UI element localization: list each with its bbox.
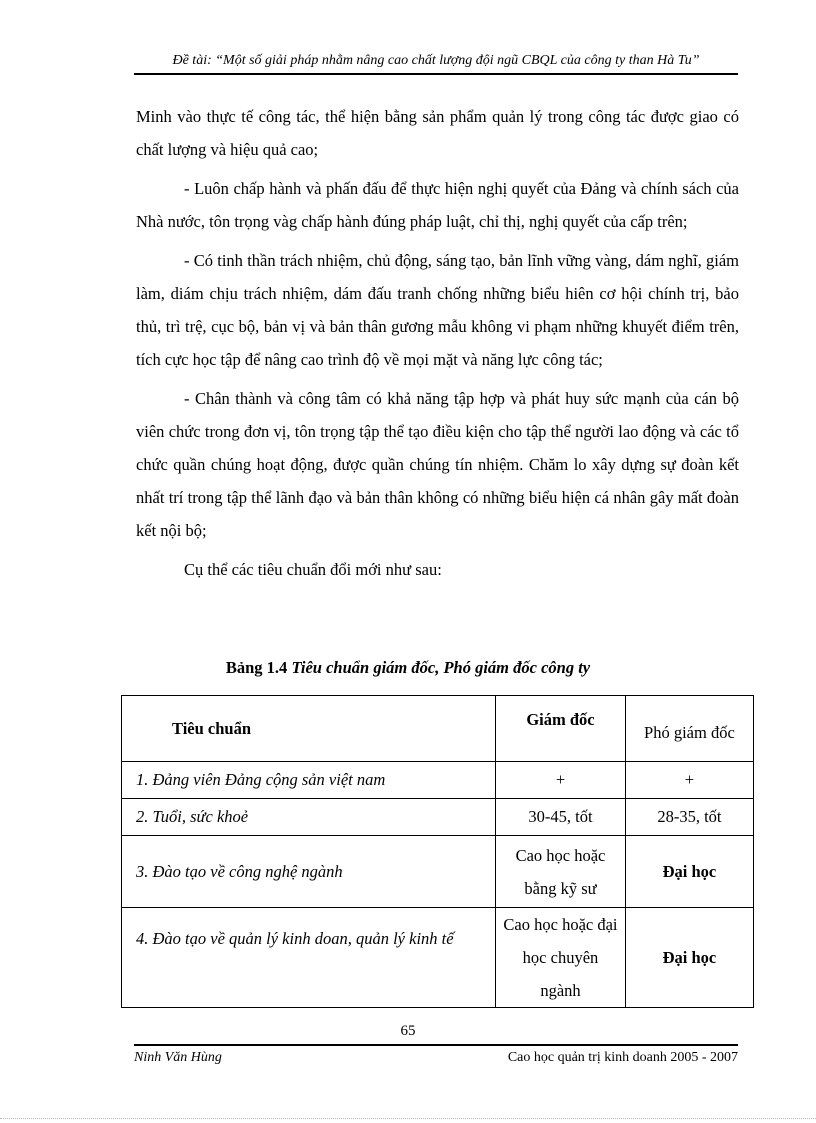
table-caption (0, 658, 816, 678)
cell-deputy: Đại học (625, 836, 753, 908)
cell-deputy: + (625, 762, 753, 799)
cell-criteria: 1. Đảng viên Đảng cộng sản việt nam (122, 762, 496, 799)
header-deputy-director: Phó giám đốc (625, 696, 753, 762)
header-criteria: Tiêu chuẩn (122, 696, 496, 762)
page-footer (134, 1044, 738, 1070)
author-name: Ninh Văn Hùng (134, 1050, 222, 1065)
caption-title: Tiêu chuẩn giám đốc, Phó giám đốc công ty (291, 658, 591, 677)
cell-criteria: 4. Đào tạo về quản lý kinh doan, quản lý kinh tế (122, 908, 496, 1008)
cell-director: Cao học hoặc bằng kỹ sư (496, 836, 626, 908)
cell-criteria: 2. Tuổi, sức khoẻ (122, 799, 496, 836)
page-boundary (0, 1118, 816, 1119)
paragraph: Cụ thể các tiêu chuẩn đổi mới như sau: (184, 560, 442, 579)
table-row (122, 908, 754, 1008)
caption-prefix: Bảng 1.4 (225, 658, 288, 677)
document-title: Đề tài: “Một số giải pháp nhằm nâng cao chất lượng đội ngũ CBQL của công ty than Hà Tu” (172, 53, 700, 68)
standards-table (121, 695, 754, 1008)
cell-deputy: 28-35, tốt (625, 799, 753, 836)
paragraph: - Luôn chấp hành và phấn đấu để thực hiện nghị quyết của Đảng và chính sách của Nhà nước, tôn trọng vàg chấp hành đúng pháp luật, chỉ thị, nghị quyết của cấp trên; (136, 179, 739, 231)
table-row (122, 799, 754, 836)
cell-director: + (496, 762, 626, 799)
table-row (122, 762, 754, 799)
paragraph: - Chân thành và công tâm có khả năng tập hợp và phát huy sức mạnh của cán bộ viên chức trong đơn vị, tôn trọng tập thể tạo điều kiện cho tập thể người lao động và các tổ chức quần chúng hoạt động, được quần chúng tín nhiệm. Chăm lo xây dựng sự đoàn kết nhất trí trong tập thể lãnh đạo và bản thân không có những biểu hiện cá nhân gây mất đoàn kết nội bộ; (136, 389, 739, 540)
cell-director: 30-45, tốt (496, 799, 626, 836)
page-number: 65 (400, 1023, 416, 1039)
course-info: Cao học quản trị kinh doanh 2005 - 2007 (507, 1050, 738, 1065)
body-text (136, 100, 739, 586)
cell-director: Cao học hoặc đại học chuyên ngành (496, 908, 626, 1008)
cell-criteria: 3. Đào tạo về công nghệ ngành (122, 836, 496, 908)
table-header-row (122, 696, 754, 762)
paragraph: - Có tinh thần trách nhiệm, chủ động, sáng tạo, bản lĩnh vững vàng, dám nghĩ, giám làm, diám chịu trách nhiệm, dám đấu tranh chống những biểu hiên cơ hội chính trị, bảo thủ, trì trệ, cục bộ, bản vị và bản thân gương mẫu không vi phạm những khuyết điểm trên, tích cực học tập để nâng cao trình độ về mọi mặt và năng lực công tác; (136, 251, 739, 369)
paragraph: Minh vào thực tế công tác, thể hiện bằng sản phẩm quản lý trong công tác được giao có chất lượng và hiệu quả cao; (136, 107, 739, 159)
header-director: Giám đốc (496, 696, 626, 762)
table-row (122, 836, 754, 908)
page-header (134, 49, 738, 75)
cell-deputy: Đại học (625, 908, 753, 1008)
